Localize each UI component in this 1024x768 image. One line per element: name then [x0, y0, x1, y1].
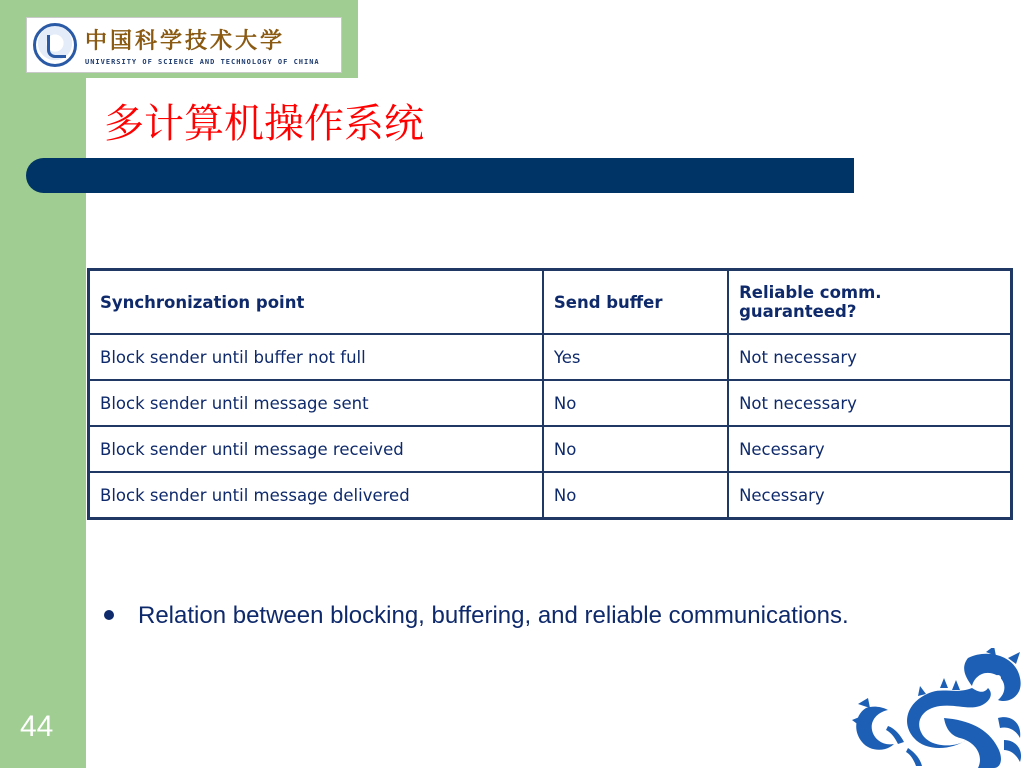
cell-send-buffer: No: [543, 426, 728, 472]
sync-point-table: [87, 268, 1013, 520]
table-row: [89, 426, 1012, 472]
left-green-band: [0, 0, 86, 768]
cell-reliable: Not necessary: [728, 334, 1011, 380]
cell-reliable: Not necessary: [728, 380, 1011, 426]
cell-reliable: Necessary: [728, 472, 1011, 519]
cell-sync-point: Block sender until message received: [89, 426, 543, 472]
header-reliable-comm: Reliable comm. guaranteed?: [728, 270, 1011, 335]
ustc-dragon-icon: [848, 648, 1024, 768]
header-send-buffer: Send buffer: [543, 270, 728, 335]
table-header-row: [89, 270, 1012, 335]
header-synchronization-point: Synchronization point: [89, 270, 543, 335]
cell-sync-point: Block sender until buffer not full: [89, 334, 543, 380]
bullet-text: Relation between blocking, buffering, and reliable communications.: [138, 602, 849, 629]
bullet-icon: [104, 610, 114, 620]
bullet-point: [104, 602, 849, 630]
logo-english-name: UNIVERSITY OF SCIENCE AND TECHNOLOGY OF CHINA: [85, 58, 320, 66]
table-row: [89, 380, 1012, 426]
table-row: [89, 472, 1012, 519]
slide-title: 多计算机操作系统: [104, 101, 424, 147]
title-underline-bar: [26, 158, 854, 193]
table-row: [89, 334, 1012, 380]
cell-send-buffer: No: [543, 472, 728, 519]
cell-reliable: Necessary: [728, 426, 1011, 472]
cell-sync-point: Block sender until message sent: [89, 380, 543, 426]
cell-sync-point: Block sender until message delivered: [89, 472, 543, 519]
ustc-seal-icon: [33, 23, 77, 67]
university-logo: [26, 17, 342, 73]
cell-send-buffer: No: [543, 380, 728, 426]
logo-chinese-name: 中国科学技术大学: [85, 28, 286, 54]
page-number: 44: [20, 710, 54, 743]
cell-send-buffer: Yes: [543, 334, 728, 380]
seal-mark: [47, 35, 66, 58]
